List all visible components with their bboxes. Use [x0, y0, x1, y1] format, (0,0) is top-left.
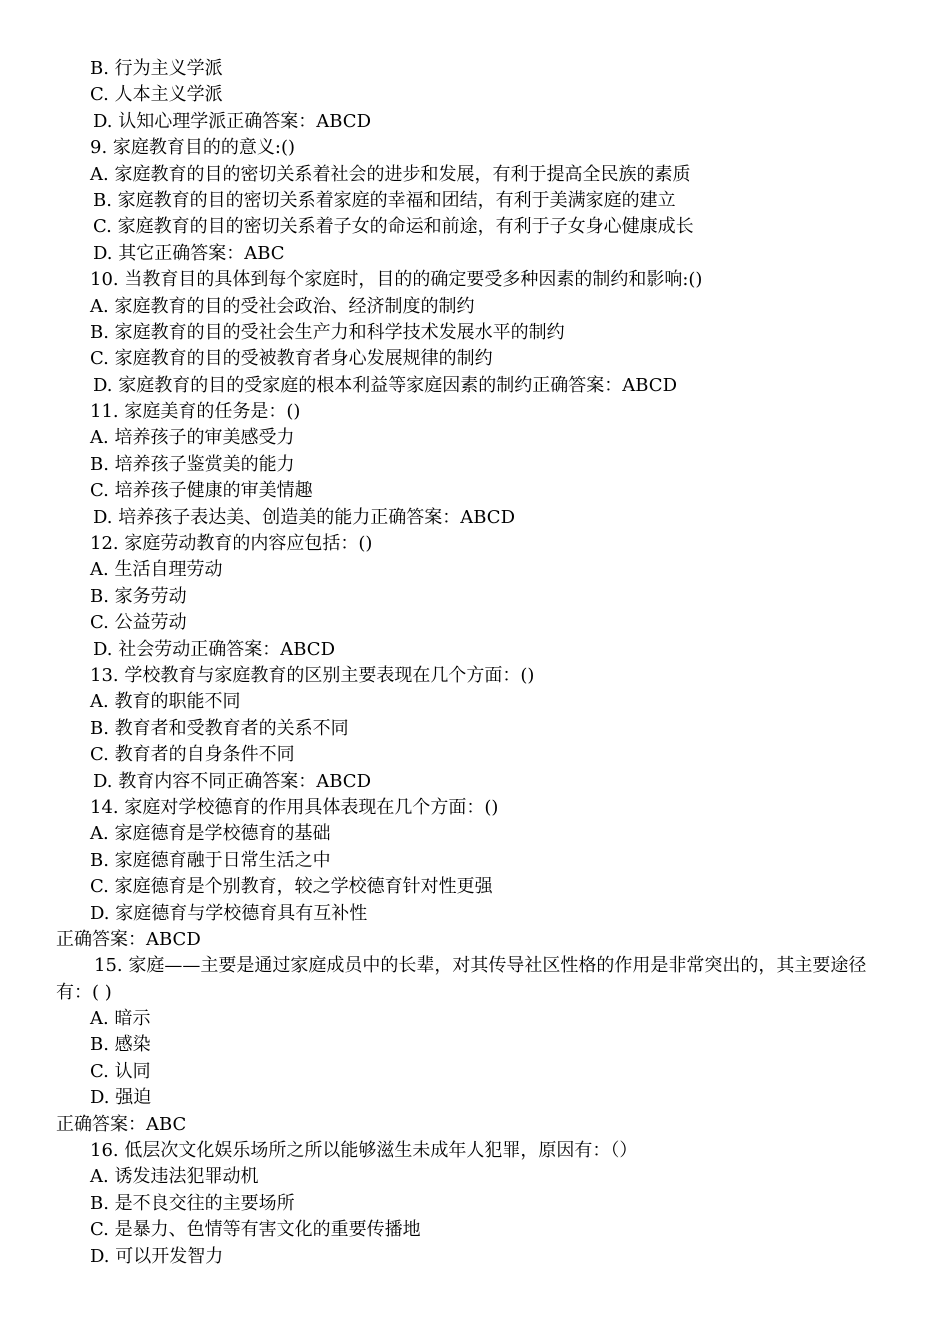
text-line: A. 诱发违法犯罪动机 — [90, 1166, 259, 1188]
text-line: B. 是不良交往的主要场所 — [90, 1192, 295, 1214]
text-line: C. 培养孩子健康的审美情趣 — [90, 480, 313, 502]
text-line: 12. 家庭劳动教育的内容应包括：() — [90, 533, 373, 555]
text-line: D. 认知心理学派正确答案：ABCD — [93, 110, 371, 132]
document-page — [0, 56, 950, 1270]
text-line: D. 培养孩子表达美、创造美的能力正确答案：ABCD — [93, 506, 515, 528]
text-line: 正确答案：ABCD — [56, 928, 201, 950]
text-line: 16. 低层次文化娱乐场所之所以能够滋生未成年人犯罪，原因有：（） — [90, 1140, 638, 1162]
text-line: A. 教育的职能不同 — [90, 691, 241, 713]
text-line: A. 家庭教育的目的受社会政治、经济制度的制约 — [90, 295, 475, 317]
text-line: C. 认同 — [90, 1060, 151, 1082]
text-block-1 — [0, 56, 950, 953]
text-line: D. 其它正确答案：ABC — [93, 242, 285, 264]
text-line: A. 家庭德育是学校德育的基础 — [90, 823, 331, 845]
text-line: C. 家庭教育的目的密切关系着子女的命运和前途，有利于子女身心健康成长 — [93, 216, 694, 238]
text-line: B. 家庭教育的目的受社会生产力和科学技术发展水平的制约 — [90, 321, 565, 343]
text-line: C. 教育者的自身条件不同 — [90, 744, 295, 766]
text-line: B. 培养孩子鉴赏美的能力 — [90, 453, 295, 475]
text-line: B. 行为主义学派 — [90, 58, 223, 79]
text-line: D. 教育内容不同正确答案：ABCD — [93, 770, 371, 792]
text-line: A. 生活自理劳动 — [90, 559, 223, 581]
text-line: D. 社会劳动正确答案：ABCD — [93, 638, 335, 660]
text-line: 9. 家庭教育目的的意义:() — [90, 137, 296, 159]
text-line: D. 强迫 — [90, 1087, 152, 1109]
text-line: 10. 当教育目的具体到每个家庭时，目的的确定要受多种因素的制约和影响:() — [90, 269, 703, 291]
text-line: 14. 家庭对学校德育的作用具体表现在几个方面：() — [90, 796, 499, 818]
text-line: B. 家庭德育融于日常生活之中 — [90, 849, 331, 871]
text-line: D. 家庭德育与学校德育具有互补性 — [90, 902, 368, 924]
text-line: 13. 学校教育与家庭教育的区别主要表现在几个方面：() — [90, 664, 535, 686]
text-line: D. 家庭教育的目的受家庭的根本利益等家庭因素的制约正确答案：ABCD — [93, 374, 677, 396]
question-15-text: 15. 家庭——主要是通过家庭成员中的长辈，对其传导社区性格的作用是非常突出的，其主要途径有：( ) — [56, 955, 867, 1003]
text-line: 正确答案：ABC — [56, 1113, 187, 1135]
text-line: A. 培养孩子的审美感受力 — [90, 427, 295, 449]
text-line: D. 可以开发智力 — [90, 1245, 224, 1267]
text-line: 11. 家庭美育的任务是：() — [90, 401, 301, 423]
text-line: C. 是暴力、色情等有害文化的重要传播地 — [90, 1219, 421, 1241]
text-block-2 — [0, 1006, 950, 1270]
text-line: B. 感染 — [90, 1034, 151, 1056]
text-line: C. 家庭教育的目的受被教育者身心发展规律的制约 — [90, 348, 493, 370]
text-line: C. 家庭德育是个别教育，较之学校德育针对性更强 — [90, 876, 493, 898]
text-line: A. 暗示 — [90, 1008, 151, 1030]
text-line: B. 家务劳动 — [90, 585, 187, 607]
text-line: C. 公益劳动 — [90, 612, 187, 634]
text-line: C. 人本主义学派 — [90, 84, 223, 106]
text-line: B. 教育者和受教育者的关系不同 — [90, 717, 349, 739]
text-line: A. 家庭教育的目的密切关系着社会的进步和发展，有利于提高全民族的素质 — [90, 163, 691, 185]
text-line: B. 家庭教育的目的密切关系着家庭的幸福和团结，有利于美满家庭的建立 — [93, 189, 676, 211]
